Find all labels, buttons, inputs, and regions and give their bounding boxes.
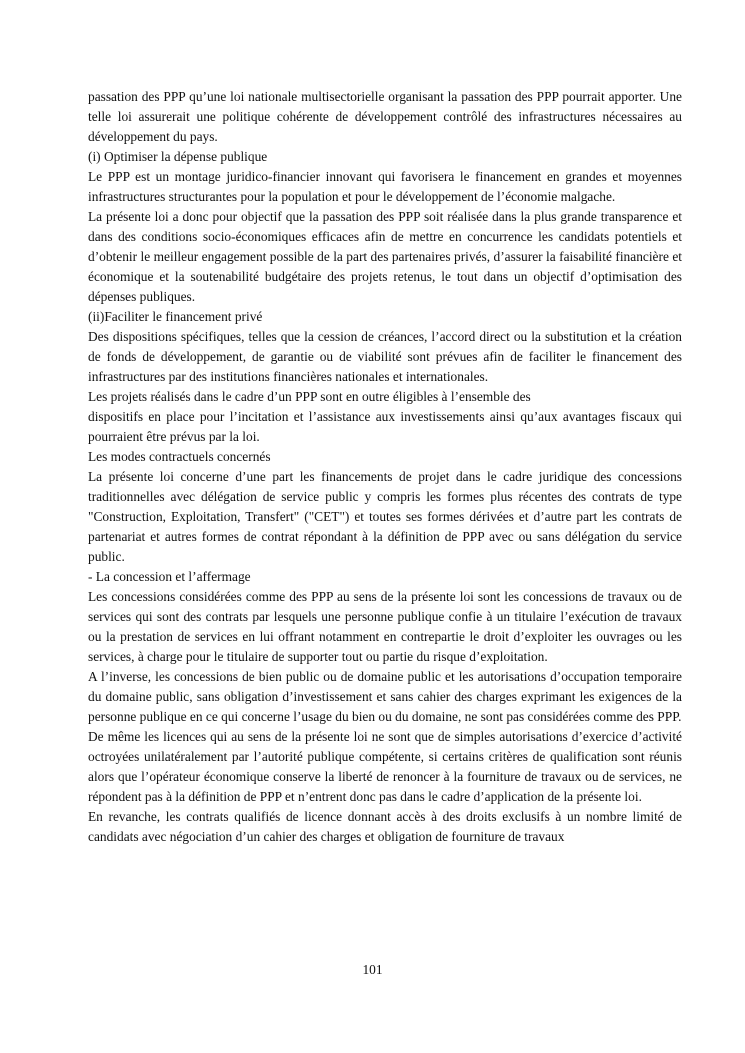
- paragraph-projets-eligibles: Les projets réalisés dans le cadre d’un PPP sont en outre éligibles à l’ensemble des: [88, 389, 531, 404]
- page-number: 101: [362, 962, 383, 977]
- paragraph-ppp-montage: Le PPP est un montage juridico-financier innovant qui favorisera le financement en grandes et moyennes infrastructures structurantes pour la population et pour le développement de l’économie malgache.: [88, 169, 682, 204]
- paragraph-dispositions-specifiques: Des dispositions spécifiques, telles que la cession de créances, l’accord direct ou la substitution et la création de fonds de développement, de garantie ou de viabilité sont prévues afin de faciliter le financement des infrastructures par des institutions financières nationales et internationales.: [88, 329, 682, 384]
- document-body: [88, 87, 682, 847]
- heading-optimiser-depense: (i) Optimiser la dépense publique: [88, 149, 268, 164]
- paragraph-objectif-loi: La présente loi a donc pour objectif que la passation des PPP soit réalisée dans la plus grande transparence et dans des conditions socio-économiques efficaces afin de mettre en concurrence les candidats potentiels et d’obtenir le meilleur engagement possible de la part des partenaires privés, d’assurer la faisabilité financière et économique et la soutenabilité budgétaire des projets retenus, le tout dans un objectif d’optimisation des dépenses publiques.: [88, 209, 682, 304]
- heading-concession-affermage: - La concession et l’affermage: [88, 569, 251, 584]
- paragraph-en-revanche: En revanche, les contrats qualifiés de licence donnant accès à des droits exclusifs à un nombre limité de candidats avec négociation d’un cahier des charges et obligation de fourniture de travaux: [88, 809, 682, 844]
- paragraph-concessions-considerees: Les concessions considérées comme des PPP au sens de la présente loi sont les concessions de travaux ou de services qui sont des contrats par lesquels une personne publique confie à un titulaire l’exécution de travaux ou la prestation de services en lui offrant notamment en contrepartie le droit d’exploiter les ouvrages ou les services, à charge pour le titulaire de supporter tout ou partie du risque d’exploitation.: [88, 589, 682, 664]
- paragraph-licences: De même les licences qui au sens de la présente loi ne sont que de simples autorisations d’exercice d’activité octroyées unilatéralement par l’autorité publique compétente, si certains critères de qualification sont réunis alors que l’opérateur économique conserve la liberté de renoncer à la fourniture de travaux ou de services, ne répondent pas à la définition de PPP et n’entrent donc pas dans le cadre d’application de la présente loi.: [88, 729, 682, 804]
- heading-modes-contractuels: Les modes contractuels concernés: [88, 449, 271, 464]
- paragraph-dispositifs: dispositifs en place pour l’incitation et l’assistance aux investissements ainsi qu’aux avantages fiscaux qui pourraient être prévus par la loi.: [88, 409, 682, 444]
- paragraph-loi-concerne: La présente loi concerne d’une part les financements de projet dans le cadre juridique des concessions traditionnelles avec délégation de service public y compris les formes plus récentes des contrats de type "Construction, Exploitation, Transfert" ("CET") et toutes ses formes dérivées et d’autre part les contrats de partenariat et autres formes de contrat répondant à la définition de PPP avec ou sans délégation du service public.: [88, 469, 682, 564]
- paragraph-a-linverse: A l’inverse, les concessions de bien public ou de domaine public et les autorisations d’occupation temporaire du domaine public, sans obligation d’investissement et sans cahier des charges exprimant les exigences de la personne publique en ce qui concerne l’usage du bien ou du domaine, ne sont pas considérées comme des PPP.: [88, 669, 682, 724]
- heading-faciliter-financement: (ii)Faciliter le financement privé: [88, 309, 263, 324]
- paragraph-intro: passation des PPP qu’une loi nationale multisectorielle organisant la passation des PPP pourrait apporter. Une telle loi assurerait une politique cohérente de développement contrôlé des infrastructures nécessaires au développement du pays.: [88, 89, 682, 144]
